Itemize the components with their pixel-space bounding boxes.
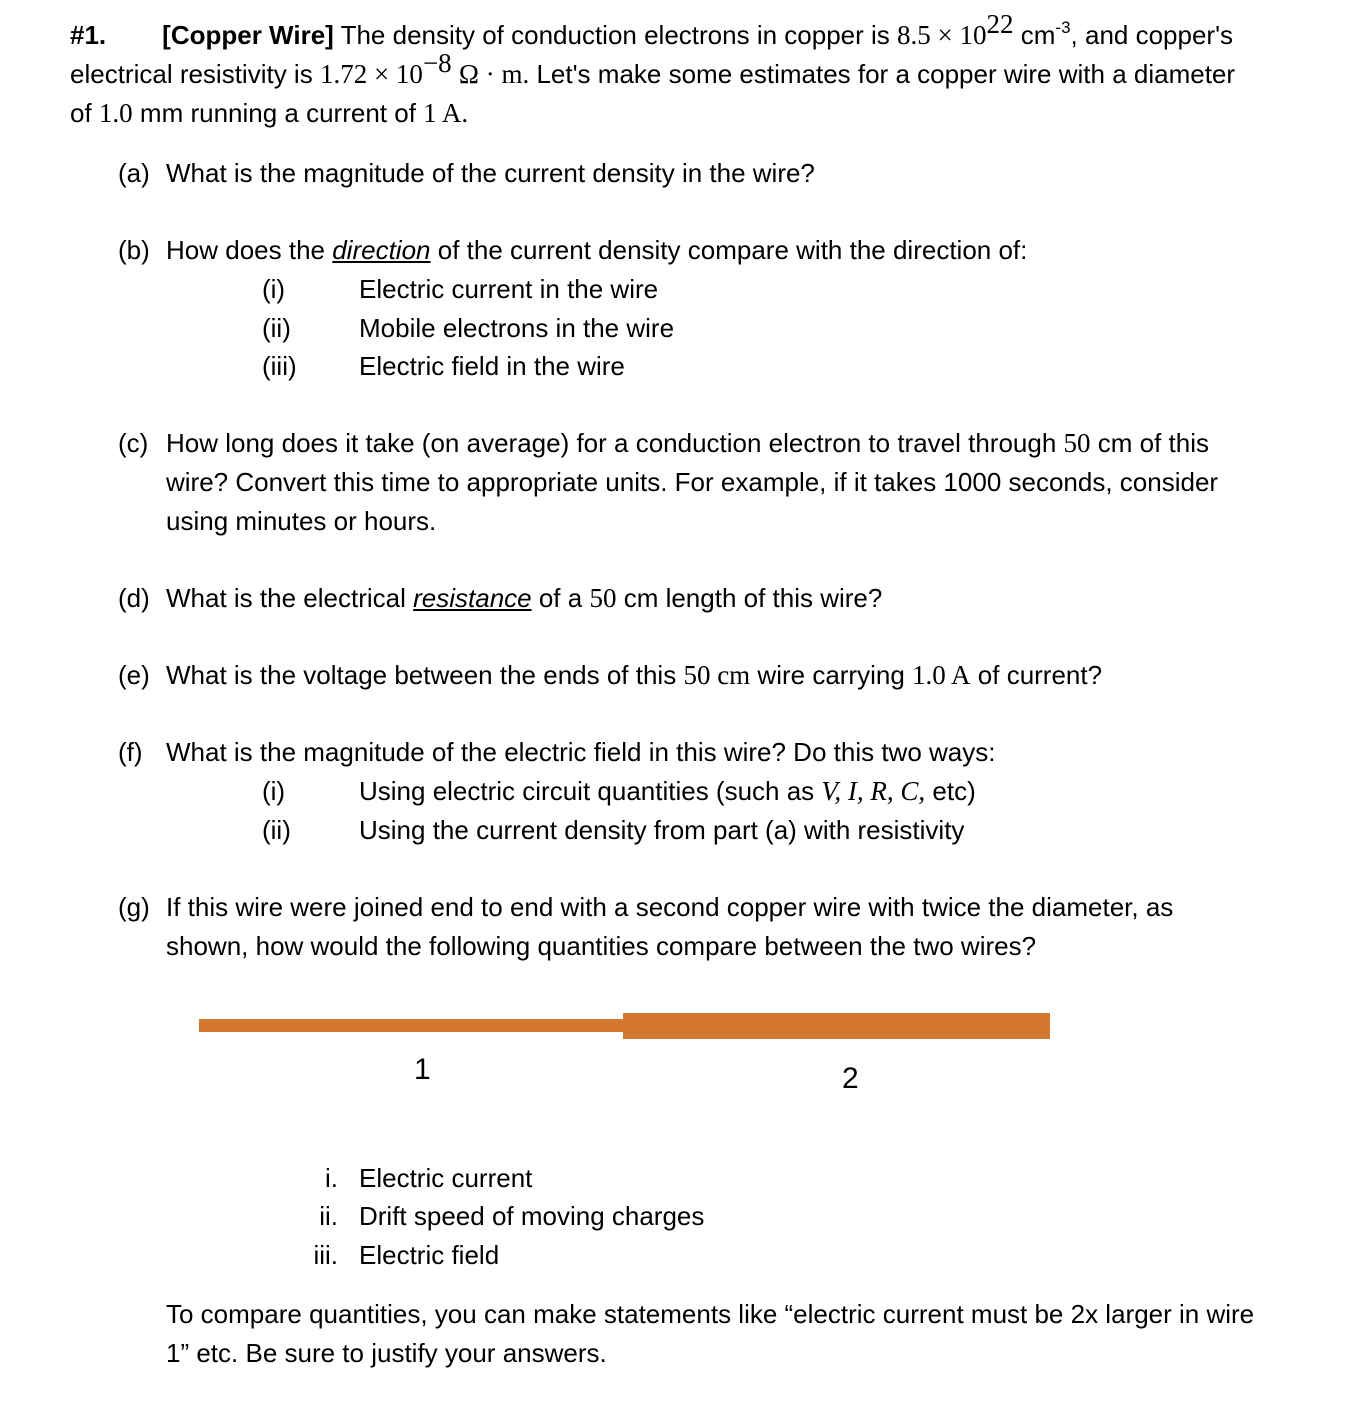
- part-b-label: (b): [118, 235, 150, 265]
- part-b-item-text: Electric field in the wire: [359, 351, 625, 381]
- wire-2-label: 2: [842, 1062, 859, 1095]
- part-d-value: 50: [589, 583, 617, 613]
- part-g-item-text: Drift speed of moving charges: [359, 1201, 705, 1231]
- part-d-post: cm length of this wire?: [623, 583, 883, 613]
- current-value: 1 A.: [423, 98, 469, 128]
- part-b-item-text: Mobile electrons in the wire: [359, 313, 675, 343]
- part-f-item-vars: V, I, R, C,: [821, 776, 926, 806]
- density-unit-exponent: -3: [1055, 18, 1071, 37]
- intro-text-2: , and copper's: [1070, 20, 1234, 50]
- part-c-post: cm of this: [1097, 428, 1210, 458]
- part-f-item-label: (i): [262, 776, 286, 806]
- part-g-item-label: i.: [325, 1163, 338, 1193]
- wire-1-label: 1: [414, 1053, 431, 1086]
- part-e-post: of current?: [977, 660, 1103, 690]
- part-b-item-label: (i): [262, 274, 286, 304]
- intro-text-1: The density of conduction electrons in copper is: [340, 20, 890, 50]
- resistivity-mantissa: 1.72 × 10: [319, 59, 423, 89]
- intro-line-2: [70, 48, 1236, 94]
- note-text-1: To compare quantities, you can make statements like “electric current must be 2x larger in wire: [166, 1299, 1255, 1329]
- problem-number: #1.: [70, 20, 107, 50]
- resistivity-unit: Ω · m.: [458, 59, 530, 89]
- part-e-current: 1.0 A: [912, 660, 971, 690]
- part-a-label: (a): [118, 158, 150, 188]
- part-b-item-text: Electric current in the wire: [359, 274, 659, 304]
- part-e-label: (e): [118, 660, 150, 690]
- part-f-item-text: Using the current density from part (a) with resistivity: [359, 815, 965, 845]
- part-e-mid: wire carrying: [757, 660, 905, 690]
- intro-line-3: [70, 94, 468, 133]
- density-unit: cm: [1020, 20, 1056, 50]
- part-b-post: of the current density compare with the direction of:: [437, 235, 1028, 265]
- wire-2: [623, 1013, 1050, 1039]
- part-g-label: (g): [118, 892, 150, 922]
- intro-text-6: mm running a current of: [139, 98, 416, 128]
- part-d-mid: of a: [538, 583, 583, 613]
- part-f-item-pre: Using electric circuit quantities (such as: [359, 776, 815, 806]
- part-g-item-label: ii.: [319, 1201, 338, 1231]
- part-b-pre: How does the: [166, 235, 325, 265]
- density-exponent: 22: [986, 9, 1014, 39]
- part-g-item-text: Electric field: [359, 1240, 500, 1270]
- part-c-pre: How long does it take (on average) for a conduction electron to travel through: [166, 428, 1057, 458]
- part-b-item-label: (iii): [262, 351, 297, 381]
- part-b-item-label: (ii): [262, 313, 291, 343]
- part-g-item-label: iii.: [313, 1240, 338, 1270]
- part-g-line-1: If this wire were joined end to end with a second copper wire with twice the diameter, as: [166, 892, 1174, 922]
- intro-text-4: Let's make some estimates for a copper wire with a diameter: [536, 59, 1236, 89]
- part-c-line-2-text: wire? Convert this time to appropriate units. For example, if it takes 1000 seconds, consider: [166, 467, 1219, 497]
- problem-header-line: [70, 9, 1234, 55]
- problem-title: [Copper Wire]: [162, 20, 334, 50]
- part-b-emphasis: direction: [332, 235, 431, 265]
- part-d-label: (d): [118, 583, 150, 613]
- part-f-label: (f): [118, 737, 143, 767]
- density-mantissa: 8.5 × 10: [897, 20, 987, 50]
- part-c-line-3-text: using minutes or hours.: [166, 506, 437, 536]
- part-f-item-label: (ii): [262, 815, 291, 845]
- part-e-pre: What is the voltage between the ends of this: [166, 660, 677, 690]
- part-g-item-text: Electric current: [359, 1163, 533, 1193]
- part-g-line-2-text: shown, how would the following quantities compare between the two wires?: [166, 931, 1037, 961]
- part-a-text: What is the magnitude of the current density in the wire?: [166, 158, 815, 188]
- part-d-pre: What is the electrical: [166, 583, 406, 613]
- intro-text-3: electrical resistivity is: [70, 59, 313, 89]
- part-f-item-post: etc): [932, 776, 976, 806]
- diameter-value: 1.0: [98, 98, 133, 128]
- part-e-value: 50 cm: [683, 660, 751, 690]
- part-d-emphasis: resistance: [413, 583, 532, 613]
- intro-text-5: of: [70, 98, 92, 128]
- wire-1: [199, 1019, 624, 1032]
- part-c-label: (c): [118, 428, 149, 458]
- part-c-value: 50: [1063, 428, 1091, 458]
- note-text-2: 1” etc. Be sure to justify your answers.: [166, 1338, 607, 1368]
- part-f-text: What is the magnitude of the electric field in this wire? Do this two ways:: [166, 737, 996, 767]
- resistivity-exponent: −8: [422, 48, 452, 78]
